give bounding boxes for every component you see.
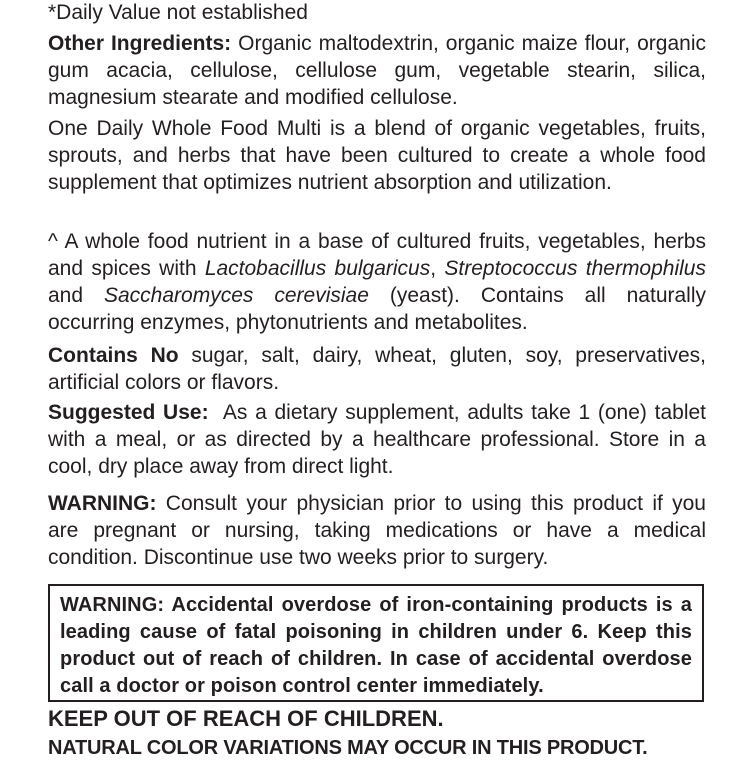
natural-color-note: NATURAL COLOR VARIATIONS MAY OCCUR IN THIS PRODUCT.: [48, 737, 648, 759]
suggested-use-label: Suggested Use:: [48, 401, 209, 424]
warning-paragraph: [48, 490, 706, 571]
suggested-use-paragraph: [48, 399, 712, 480]
species-saccharomyces: Saccharomyces cerevisiae: [104, 284, 369, 307]
whole-food-intro: ^ A whole food nutrient in a base of cultured fruits, vegetables, herbs and spices with: [48, 230, 706, 280]
daily-value-note: *Daily Value not established: [48, 1, 308, 24]
keep-out-of-reach: KEEP OUT OF REACH OF CHILDREN.: [48, 706, 444, 731]
species-separator-2: and: [48, 284, 104, 307]
whole-food-note: [48, 228, 706, 336]
contains-no-paragraph: [48, 342, 706, 396]
other-ingredients-label: Other Ingredients:: [48, 32, 232, 55]
whole-food-outro: (yeast). Contains all naturally occurring enzymes, phytonutrients and metabolites.: [48, 284, 706, 334]
species-streptococcus: Streptococcus thermophilus: [444, 257, 706, 280]
other-ingredients-text: Organic maltodextrin, organic maize flour, organic gum acacia, cellulose, cellulose gum, vegetable stearin, silica, magnesium stearate and modified cellulose.: [48, 32, 706, 109]
species-separator-1: ,: [430, 257, 445, 280]
blend-description: One Daily Whole Food Multi is a blend of organic vegetables, fruits, sprouts, and herbs that have been cultured to create a whole food supplement that optimizes nutrient absorption and utilization.: [48, 117, 706, 194]
species-lactobacillus: Lactobacillus bulgaricus: [204, 257, 431, 280]
warning-label: WARNING:: [48, 492, 157, 515]
other-ingredients-paragraph: [48, 30, 706, 111]
suggested-use-text: As a dietary supplement, adults take 1 (one) tablet with a meal, or as directed by a healthcare professional. Store in a cool, dry place away from direct light.: [48, 401, 712, 478]
iron-warning-box: [48, 584, 704, 702]
iron-warning-text: WARNING: Accidental overdose of iron-containing products is a leading cause of fatal poisoning in children under 6. Keep this product out of reach of children. In case of accidental overdose call a doctor or poison control center immediately.: [60, 594, 692, 697]
contains-no-label: Contains No: [48, 344, 179, 367]
contains-no-text: sugar, salt, dairy, wheat, gluten, soy, preservatives, artificial colors or flavors.: [48, 344, 706, 394]
warning-text: Consult your physician prior to using this product if you are pregnant or nursing, taking medications or have a medical condition. Discontinue use two weeks prior to surgery.: [48, 492, 706, 569]
